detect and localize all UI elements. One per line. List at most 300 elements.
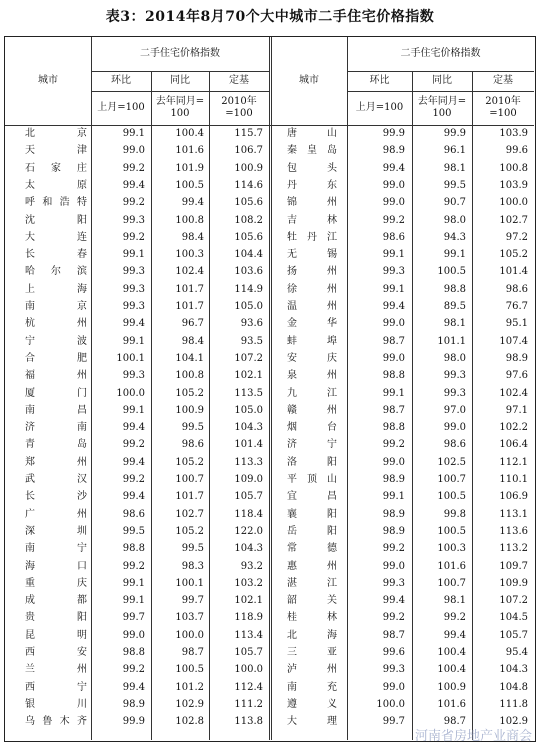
left-base-value: 106.7 xyxy=(234,145,263,157)
left-base-value: 101.4 xyxy=(234,439,263,451)
left-base-value: 104.3 xyxy=(234,543,263,555)
left-city-name: 郑 州 xyxy=(25,456,87,468)
right-city-name: 蚌 埠 xyxy=(287,335,337,347)
right-city-name: 泸 州 xyxy=(287,664,337,676)
right-mom-value: 99.0 xyxy=(382,681,405,693)
right-mom-value: 99.4 xyxy=(382,301,405,312)
left-base-value: 105.7 xyxy=(234,647,263,658)
right-city-name: 大 理 xyxy=(287,716,337,728)
left-base-value: 114.9 xyxy=(234,283,263,295)
right-mom-value: 98.8 xyxy=(382,422,405,434)
right-city-name: 包 头 xyxy=(287,162,337,174)
right-yoy-value: 102.5 xyxy=(437,456,466,468)
right-base-value: 104.5 xyxy=(499,612,528,624)
left-mom-value: 99.0 xyxy=(122,629,145,641)
left-city-name: 深 圳 xyxy=(25,525,87,537)
right-base-value: 107.2 xyxy=(499,595,528,607)
left-base-value: 111.2 xyxy=(234,698,263,710)
right-mom-value: 99.0 xyxy=(382,456,405,468)
right-yoy-value: 96.1 xyxy=(443,145,466,157)
left-yoy-value: 98.7 xyxy=(181,647,204,658)
table-row xyxy=(5,402,534,419)
right-city-name: 北 海 xyxy=(287,629,337,641)
left-mom-value: 99.5 xyxy=(122,525,145,537)
right-mom-value: 99.3 xyxy=(382,266,405,278)
left-city-name: 武 汉 xyxy=(25,474,87,485)
table-row xyxy=(5,125,534,142)
left-mom-value: 98.6 xyxy=(122,508,145,520)
right-base-value: 100.8 xyxy=(499,162,528,174)
left-base-value: 102.1 xyxy=(234,370,263,382)
right-base-value: 113.2 xyxy=(499,543,528,555)
right-city-name: 惠 州 xyxy=(287,560,337,572)
right-city-name: 桂 林 xyxy=(287,612,337,624)
left-city-name: 石家庄 xyxy=(25,162,87,174)
left-mom-value: 99.1 xyxy=(122,595,145,607)
right-base-value: 106.9 xyxy=(499,491,528,503)
watermark-logo: 河南省房地产业商会 xyxy=(414,729,532,744)
left-city-name: 沈 阳 xyxy=(25,214,87,226)
right-yoy-value: 101.1 xyxy=(437,335,466,347)
right-base-value: 102.4 xyxy=(499,387,528,399)
left-city-name: 长 春 xyxy=(25,249,87,261)
left-city-name: 宁 波 xyxy=(25,335,87,347)
right-base-value: 103.9 xyxy=(499,128,528,139)
left-base-value: 107.2 xyxy=(234,352,263,364)
right-base-value: 95.4 xyxy=(505,647,528,658)
left-city-name: 南 昌 xyxy=(25,404,87,416)
right-yoy-value: 99.8 xyxy=(443,508,466,520)
left-yoy-value: 105.2 xyxy=(175,456,204,468)
right-mom-value: 99.9 xyxy=(382,128,405,139)
right-city-name: 宜 昌 xyxy=(287,491,337,503)
right-yoy-value: 99.0 xyxy=(443,422,466,434)
left-mom-value: 99.9 xyxy=(122,716,145,728)
right-city-name: 九 江 xyxy=(287,387,337,399)
right-yoy-value: 99.1 xyxy=(443,249,466,261)
left-city-name: 重 庆 xyxy=(25,577,87,589)
yoy-header-left: 同比 xyxy=(170,75,190,86)
right-yoy-value: 97.0 xyxy=(443,404,466,416)
right-base-value: 111.8 xyxy=(499,698,528,710)
right-city-name: 烟 台 xyxy=(287,422,337,434)
right-mom-value: 100.0 xyxy=(376,698,405,710)
left-mom-value: 100.1 xyxy=(116,352,145,364)
right-yoy-value: 100.7 xyxy=(437,474,466,485)
left-mom-value: 99.2 xyxy=(122,560,145,572)
table-row xyxy=(5,488,534,505)
left-yoy-value: 102.4 xyxy=(175,266,204,278)
right-base-value: 76.7 xyxy=(505,301,528,312)
right-mom-value: 99.2 xyxy=(382,543,405,555)
right-city-name: 济 宁 xyxy=(287,439,337,451)
left-city-name: 成 都 xyxy=(25,595,87,607)
right-mom-value: 98.7 xyxy=(382,335,405,347)
right-base-value: 97.6 xyxy=(505,370,528,382)
table-row xyxy=(5,609,534,626)
left-base-value: 113.5 xyxy=(234,387,263,399)
right-mom-value: 98.8 xyxy=(382,370,405,382)
left-city-name: 上 海 xyxy=(25,283,87,295)
left-city-name: 昆 明 xyxy=(25,629,87,641)
left-city-name: 呼和浩特 xyxy=(25,197,87,209)
left-base-value: 105.6 xyxy=(234,197,263,209)
left-base-value: 122.0 xyxy=(234,525,263,537)
left-city-name: 贵 阳 xyxy=(25,612,87,624)
left-city-name: 大 连 xyxy=(25,231,87,243)
table-row xyxy=(5,385,534,402)
table-row xyxy=(5,506,534,523)
left-city-name: 太 原 xyxy=(25,179,87,191)
right-mom-value: 99.1 xyxy=(382,491,405,503)
left-yoy-value: 105.2 xyxy=(175,525,204,537)
left-yoy-value: 100.1 xyxy=(175,577,204,589)
right-yoy-value: 100.5 xyxy=(437,266,466,278)
right-base-value: 104.8 xyxy=(499,681,528,693)
left-city-name: 海 口 xyxy=(25,560,87,572)
table-row xyxy=(5,160,534,177)
table-row xyxy=(5,627,534,644)
right-city-name: 岳 阳 xyxy=(287,525,337,537)
right-city-name: 南 充 xyxy=(287,681,337,693)
right-yoy-value: 100.4 xyxy=(437,664,466,676)
left-yoy-value: 99.5 xyxy=(181,422,204,434)
right-mom-value: 98.9 xyxy=(382,145,405,157)
right-city-name: 常 德 xyxy=(287,543,337,555)
left-city-name: 西 宁 xyxy=(25,681,87,693)
right-base-value: 102.2 xyxy=(499,422,528,434)
right-yoy-value: 98.6 xyxy=(443,439,466,451)
right-city-name: 泉 州 xyxy=(287,370,337,382)
right-mom-value: 99.7 xyxy=(382,716,405,728)
mom-sub-left: 上月=100 xyxy=(97,102,145,113)
left-yoy-value: 100.5 xyxy=(175,179,204,191)
header-divider xyxy=(91,71,269,72)
left-yoy-value: 102.7 xyxy=(175,508,204,520)
right-yoy-value: 99.3 xyxy=(443,387,466,399)
left-mom-value: 98.8 xyxy=(122,543,145,555)
right-yoy-value: 98.0 xyxy=(443,352,466,364)
right-city-name: 平顶山 xyxy=(287,474,337,485)
right-mom-value: 98.7 xyxy=(382,629,405,641)
left-yoy-value: 103.7 xyxy=(175,612,204,624)
right-yoy-value: 100.7 xyxy=(437,577,466,589)
left-yoy-value: 100.5 xyxy=(175,664,204,676)
table-row xyxy=(5,333,534,350)
right-city-name: 扬 州 xyxy=(287,266,337,278)
mom-header-left: 环比 xyxy=(111,75,131,86)
right-base-value: 98.6 xyxy=(505,283,528,295)
right-yoy-value: 99.9 xyxy=(443,128,466,139)
right-mom-value: 99.2 xyxy=(382,214,405,226)
right-mom-value: 99.2 xyxy=(382,439,405,451)
right-base-value: 97.2 xyxy=(505,231,528,243)
table-row xyxy=(5,471,534,488)
right-mom-value: 99.1 xyxy=(382,283,405,295)
left-base-value: 104.3 xyxy=(234,422,263,434)
right-base-value: 101.4 xyxy=(499,266,528,278)
right-yoy-value: 100.4 xyxy=(437,647,466,658)
right-mom-value: 99.0 xyxy=(382,560,405,572)
right-base-value: 102.9 xyxy=(499,716,528,728)
base-sub-right: 2010年 =100 xyxy=(485,96,521,119)
left-base-value: 109.0 xyxy=(234,474,263,485)
right-yoy-value: 100.5 xyxy=(437,491,466,503)
left-base-value: 103.2 xyxy=(234,577,263,589)
left-yoy-value: 102.8 xyxy=(175,716,204,728)
left-mom-value: 99.4 xyxy=(122,318,145,330)
left-city-name: 兰 州 xyxy=(25,664,87,676)
left-mom-value: 99.2 xyxy=(122,474,145,485)
right-base-value: 110.1 xyxy=(499,474,528,485)
right-city-name: 金 华 xyxy=(287,318,337,330)
left-yoy-value: 98.4 xyxy=(181,231,204,243)
left-city-name: 天 津 xyxy=(25,145,87,157)
left-yoy-value: 99.7 xyxy=(181,595,204,607)
left-yoy-value: 98.6 xyxy=(181,439,204,451)
left-yoy-value: 99.4 xyxy=(181,197,204,209)
left-base-value: 118.9 xyxy=(234,612,263,624)
right-city-name: 洛 阳 xyxy=(287,456,337,468)
right-mom-value: 99.0 xyxy=(382,179,405,191)
right-city-name: 丹 东 xyxy=(287,179,337,191)
group-header-left: 二手住宅价格指数 xyxy=(140,48,220,59)
table-row xyxy=(5,436,534,453)
left-yoy-value: 101.2 xyxy=(175,681,204,693)
right-base-value: 105.7 xyxy=(499,629,528,641)
right-yoy-value: 101.6 xyxy=(437,560,466,572)
right-mom-value: 99.0 xyxy=(382,352,405,364)
right-yoy-value: 99.5 xyxy=(443,179,466,191)
right-base-value: 112.1 xyxy=(499,456,528,468)
right-city-name: 唐 山 xyxy=(287,128,337,139)
left-mom-value: 99.4 xyxy=(122,422,145,434)
left-base-value: 100.0 xyxy=(234,664,263,676)
left-city-name: 哈尔滨 xyxy=(25,266,87,278)
right-city-name: 温 州 xyxy=(287,301,337,312)
right-city-name: 牡丹江 xyxy=(287,231,337,243)
header-divider xyxy=(91,91,269,92)
left-mom-value: 99.7 xyxy=(122,612,145,624)
price-index-table xyxy=(4,36,536,742)
left-base-value: 105.6 xyxy=(234,231,263,243)
left-city-name: 南 宁 xyxy=(25,543,87,555)
right-base-value: 98.9 xyxy=(505,352,528,364)
right-yoy-value: 89.5 xyxy=(443,301,466,312)
yoy-header-right: 同比 xyxy=(432,75,452,86)
left-mom-value: 99.3 xyxy=(122,214,145,226)
table-title: 表3：2014年8月70个大中城市二手住宅价格指数 xyxy=(105,9,435,25)
right-city-name: 秦皇岛 xyxy=(287,145,337,157)
left-city-name: 西 安 xyxy=(25,647,87,658)
left-yoy-value: 100.4 xyxy=(175,128,204,139)
left-city-name: 青 岛 xyxy=(25,439,87,451)
left-yoy-value: 104.1 xyxy=(175,352,204,364)
right-mom-value: 98.9 xyxy=(382,508,405,520)
left-yoy-value: 98.4 xyxy=(181,335,204,347)
city-header-right: 城市 xyxy=(299,75,319,86)
right-base-value: 95.1 xyxy=(505,318,528,330)
left-mom-value: 99.3 xyxy=(122,301,145,312)
left-base-value: 100.9 xyxy=(234,162,263,174)
right-mom-value: 98.9 xyxy=(382,474,405,485)
left-city-name: 北 京 xyxy=(25,128,87,139)
left-mom-value: 99.2 xyxy=(122,197,145,209)
right-city-name: 湛 江 xyxy=(287,577,337,589)
right-yoy-value: 101.6 xyxy=(437,698,466,710)
table-row xyxy=(5,315,534,332)
left-base-value: 105.0 xyxy=(234,301,263,312)
left-yoy-value: 101.7 xyxy=(175,301,204,312)
right-base-value: 102.7 xyxy=(499,214,528,226)
left-base-value: 105.7 xyxy=(234,491,263,503)
table-row xyxy=(5,194,534,211)
table-row xyxy=(5,696,534,713)
left-base-value: 93.6 xyxy=(240,318,263,330)
left-city-name: 广 州 xyxy=(25,508,87,520)
left-yoy-value: 100.0 xyxy=(175,629,204,641)
right-mom-value: 99.0 xyxy=(382,318,405,330)
yoy-sub-left: 去年同月= 100 xyxy=(155,96,205,119)
left-base-value: 93.2 xyxy=(240,560,263,572)
left-base-value: 113.4 xyxy=(234,629,263,641)
right-yoy-value: 98.0 xyxy=(443,214,466,226)
right-mom-value: 99.4 xyxy=(382,595,405,607)
table-row xyxy=(5,679,534,696)
left-mom-value: 99.0 xyxy=(122,145,145,157)
table-row xyxy=(5,263,534,280)
left-mom-value: 99.4 xyxy=(122,456,145,468)
table-row xyxy=(5,367,534,384)
left-city-name: 杭 州 xyxy=(25,318,87,330)
right-mom-value: 99.3 xyxy=(382,664,405,676)
left-mom-value: 100.0 xyxy=(116,387,145,399)
table-row xyxy=(5,419,534,436)
table-row xyxy=(5,592,534,609)
left-city-name: 济 南 xyxy=(25,422,87,434)
mom-sub-right: 上月=100 xyxy=(355,102,404,113)
right-base-value: 97.1 xyxy=(505,404,528,416)
left-mom-value: 99.4 xyxy=(122,179,145,191)
group-header-right: 二手住宅价格指数 xyxy=(400,48,481,59)
left-base-value: 114.6 xyxy=(234,179,263,191)
table-row xyxy=(5,350,534,367)
right-yoy-value: 90.7 xyxy=(443,197,466,209)
left-mom-value: 99.2 xyxy=(122,162,145,174)
left-base-value: 93.5 xyxy=(240,335,263,347)
left-base-value: 118.4 xyxy=(234,508,263,520)
left-mom-value: 99.1 xyxy=(122,249,145,261)
right-base-value: 100.0 xyxy=(499,197,528,209)
left-mom-value: 99.3 xyxy=(122,370,145,382)
left-mom-value: 99.2 xyxy=(122,231,145,243)
right-mom-value: 99.3 xyxy=(382,577,405,589)
right-base-value: 109.9 xyxy=(499,577,528,589)
base-header-left: 定基 xyxy=(229,75,249,86)
left-yoy-value: 100.7 xyxy=(175,474,204,485)
right-mom-value: 99.1 xyxy=(382,249,405,261)
mom-header-right: 环比 xyxy=(369,75,390,86)
right-yoy-value: 99.3 xyxy=(443,370,466,382)
right-city-name: 无 锡 xyxy=(287,249,337,261)
right-mom-value: 99.2 xyxy=(382,612,405,624)
right-yoy-value: 100.9 xyxy=(437,681,466,693)
left-yoy-value: 101.7 xyxy=(175,491,204,503)
right-base-value: 113.6 xyxy=(499,525,528,537)
left-yoy-value: 102.9 xyxy=(175,698,204,710)
table-row xyxy=(5,523,534,540)
left-yoy-value: 105.2 xyxy=(175,387,204,399)
left-base-value: 115.7 xyxy=(234,128,263,139)
left-base-value: 113.3 xyxy=(234,456,263,468)
right-yoy-value: 98.7 xyxy=(443,716,466,728)
right-yoy-value: 98.1 xyxy=(443,162,466,174)
right-mom-value: 99.4 xyxy=(382,162,405,174)
left-city-name: 银 川 xyxy=(25,698,87,710)
right-mom-value: 98.9 xyxy=(382,525,405,537)
right-city-name: 遵 义 xyxy=(287,698,337,710)
left-base-value: 113.8 xyxy=(234,716,263,728)
right-yoy-value: 99.4 xyxy=(443,629,466,641)
left-base-value: 104.4 xyxy=(234,249,263,261)
right-base-value: 105.2 xyxy=(499,249,528,261)
left-yoy-value: 99.5 xyxy=(181,543,204,555)
table-row xyxy=(5,142,534,159)
right-city-name: 三 亚 xyxy=(287,647,337,658)
left-city-name: 南 京 xyxy=(25,301,87,312)
left-yoy-value: 100.9 xyxy=(175,404,204,416)
table-row xyxy=(5,298,534,315)
right-city-name: 韶 关 xyxy=(287,595,337,607)
table-row xyxy=(5,281,534,298)
left-city-name: 福 州 xyxy=(25,370,87,382)
left-base-value: 103.6 xyxy=(234,266,263,278)
left-yoy-value: 100.8 xyxy=(175,370,204,382)
header-divider xyxy=(347,71,534,72)
left-mom-value: 99.1 xyxy=(122,577,145,589)
left-yoy-value: 101.9 xyxy=(175,162,204,174)
right-base-value: 99.6 xyxy=(505,145,528,157)
right-city-name: 徐 州 xyxy=(287,283,337,295)
table-row xyxy=(5,229,534,246)
yoy-sub-right: 去年同月= 100 xyxy=(417,96,467,119)
left-mom-value: 99.1 xyxy=(122,404,145,416)
right-yoy-value: 99.2 xyxy=(443,612,466,624)
right-city-name: 吉 林 xyxy=(287,214,337,226)
left-mom-value: 99.3 xyxy=(122,283,145,295)
right-mom-value: 99.6 xyxy=(382,647,405,658)
left-mom-value: 99.1 xyxy=(122,335,145,347)
left-mom-value: 99.4 xyxy=(122,681,145,693)
table-row xyxy=(5,454,534,471)
right-yoy-value: 100.3 xyxy=(437,543,466,555)
left-yoy-value: 98.3 xyxy=(181,560,204,572)
left-yoy-value: 100.3 xyxy=(175,249,204,261)
header-divider xyxy=(347,91,534,92)
table-row xyxy=(5,575,534,592)
left-base-value: 112.4 xyxy=(234,681,263,693)
city-header-left: 城市 xyxy=(38,75,58,86)
left-base-value: 102.1 xyxy=(234,595,263,607)
left-yoy-value: 100.8 xyxy=(175,214,204,226)
left-yoy-value: 101.7 xyxy=(175,283,204,295)
left-city-name: 厦 门 xyxy=(25,387,87,399)
right-base-value: 104.3 xyxy=(499,664,528,676)
table-row xyxy=(5,558,534,575)
left-mom-value: 99.4 xyxy=(122,491,145,503)
table-row xyxy=(5,540,534,557)
table-row xyxy=(5,661,534,678)
